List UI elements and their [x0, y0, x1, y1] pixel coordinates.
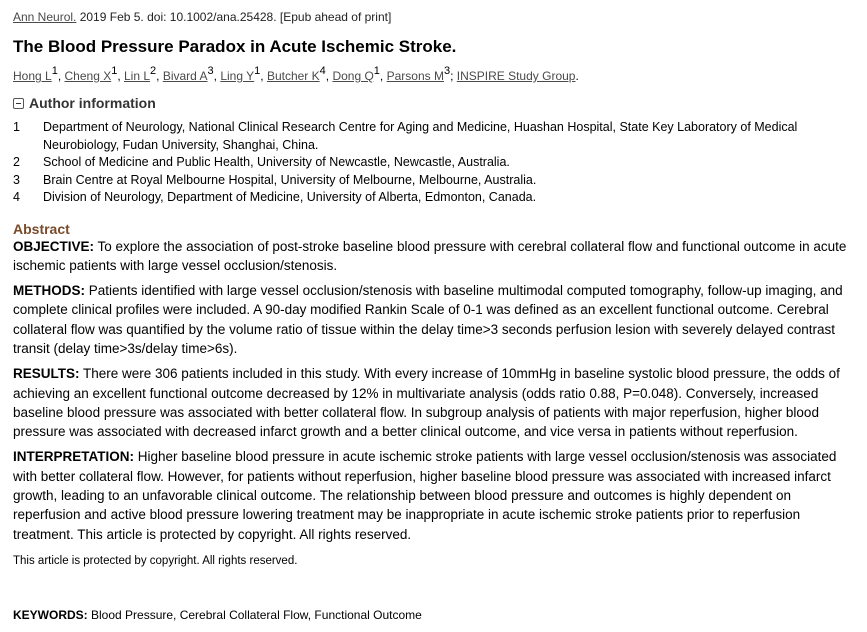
affiliation-number: 2 [13, 155, 20, 169]
author-affiliation-number: 1 [111, 65, 118, 77]
section-text: Patients identified with large vessel occlusion/stenosis with baseline multimodal computed tomography, follow-up imaging, and complete clinical profiles were included. A 90-day modified Rankin Scale of 0-1 was defined as an excellent functional outcome. Cerebral collateral flow was quantified by the volume ratio of tissue within the delay time>3 seconds perfusion lesion with severely delayed contrast transit (delay time>3s/delay time>6s). [13, 283, 843, 356]
collapse-minus-icon[interactable] [13, 98, 24, 109]
affiliation-item [13, 154, 853, 172]
author-link[interactable]: Butcher K [266, 69, 320, 83]
author-link[interactable]: Hong L [13, 69, 52, 83]
author-list: Hong $L^1$, Cheng $X^1$, Lin $L^2$, Bivard $A^3$, Ling $Y^1$, Butcher $K^4$, Dong $Q^1$, Parsons $M^3$; INSPIRE Study Group. [13, 65, 579, 83]
author-affiliation-number: 2 [150, 65, 157, 77]
affiliation-number: 4 [13, 190, 20, 204]
abstract-objective [13, 237, 853, 276]
author-link[interactable]: Bivard A [162, 69, 208, 83]
keywords-text: Blood Pressure, Cerebral Collateral Flow, Functional Outcome [87, 608, 422, 622]
author-affiliation-number: 3 [207, 65, 214, 77]
journal-link[interactable]: Ann Neurol. [13, 10, 77, 24]
author-affiliation-number: 4 [319, 65, 326, 77]
author-affiliation-number: 1 [373, 65, 380, 77]
section-label: METHODS: [13, 283, 85, 299]
author-link[interactable]: Ling Y [220, 69, 255, 83]
affiliation-list [13, 119, 853, 207]
section-label: OBJECTIVE: [13, 238, 95, 254]
keywords-label: KEYWORDS: [13, 608, 88, 622]
citation-line [13, 9, 853, 25]
abstract-interpretation [13, 447, 853, 543]
article [13, 9, 853, 569]
article-title: The Blood Pressure Paradox in Acute Ischemic Stroke. [13, 37, 457, 56]
keywords-line [13, 608, 422, 622]
abstract-results [13, 364, 853, 441]
affiliation-text: Brain Centre at Royal Melbourne Hospital, University of Melbourne, Melbourne, Australia. [43, 172, 537, 187]
section-text: There were 306 patients included in this study. With every increase of 10mmHg in baseline systolic blood pressure, the odds of achieving an excellent functional outcome decreased by 12% in multivariate analysis (odds ratio 0.88, P=0.048). Conversely, increased baseline blood pressure was associated with better collateral flow. In subgroup analysis of patients with major reperfusion, higher blood pressure was associated with decreased infarct growth and a better clinical outcome, and vice versa in patients without reperfusion. [13, 366, 840, 440]
affiliation-text: Department of Neurology, National Clinical Research Centre for Aging and Medicine, Huashan Hospital, State Key Laboratory of Medical Neurobiology, Fudan University, Shanghai, China. [43, 120, 798, 152]
author-affiliation-number: 3 [443, 65, 451, 77]
affiliation-number: 3 [13, 172, 20, 187]
affiliation-number: 1 [13, 120, 20, 134]
author-link[interactable]: Parsons M [386, 69, 444, 83]
section-label: INTERPRETATION: [13, 449, 134, 465]
affiliation-text: Division of Neurology, Department of Medicine, University of Alberta, Edmonton, Canada. [43, 190, 537, 204]
affiliation-text: School of Medicine and Public Health, University of Newcastle, Newcastle, Australia. [43, 155, 510, 169]
section-label: RESULTS: [13, 366, 80, 382]
citation-details: 2019 Feb 5. doi: 10.1002/ana.25428. [Epub ahead of print] [76, 10, 392, 24]
affiliation-item [13, 189, 853, 207]
abstract-heading: Abstract [13, 220, 70, 237]
abstract-methods [13, 281, 853, 358]
author-information-toggle[interactable] [13, 94, 853, 112]
study-group-link[interactable]: INSPIRE Study Group [456, 69, 576, 83]
author-link[interactable]: Cheng X [64, 69, 112, 83]
section-text: To explore the association of post-stroke baseline blood pressure with cerebral collateral flow and functional outcome in acute ischemic patients with large vessel occlusion/stenosis. [13, 238, 847, 273]
affiliation-item [13, 172, 853, 190]
author-affiliation-number: 1 [51, 65, 58, 77]
author-link[interactable]: Dong Q [332, 69, 374, 83]
copyright-note: This article is protected by copyright. All rights reserved. [13, 554, 298, 567]
section-text: Higher baseline blood pressure in acute ischemic stroke patients with large vessel occlusion/stenosis was associated with better collateral flow. However, for patients without reperfusion, higher baseline blood pressure was associated with increased infarct growth, leading to an unfavorable clinical outcome. The relationship between blood pressure and outcomes is highly dependent on reperfusion and active blood pressure lowering treatment may be inappropriate in acute ischemic stroke patients prior to reperfusion treatment. This article is protected by copyright. All rights reserved. [13, 449, 837, 542]
author-affiliation-number: 1 [254, 65, 261, 77]
affiliation-item [13, 119, 853, 154]
author-information-label: Author information [29, 95, 156, 111]
author-link[interactable]: Lin L [124, 69, 151, 83]
